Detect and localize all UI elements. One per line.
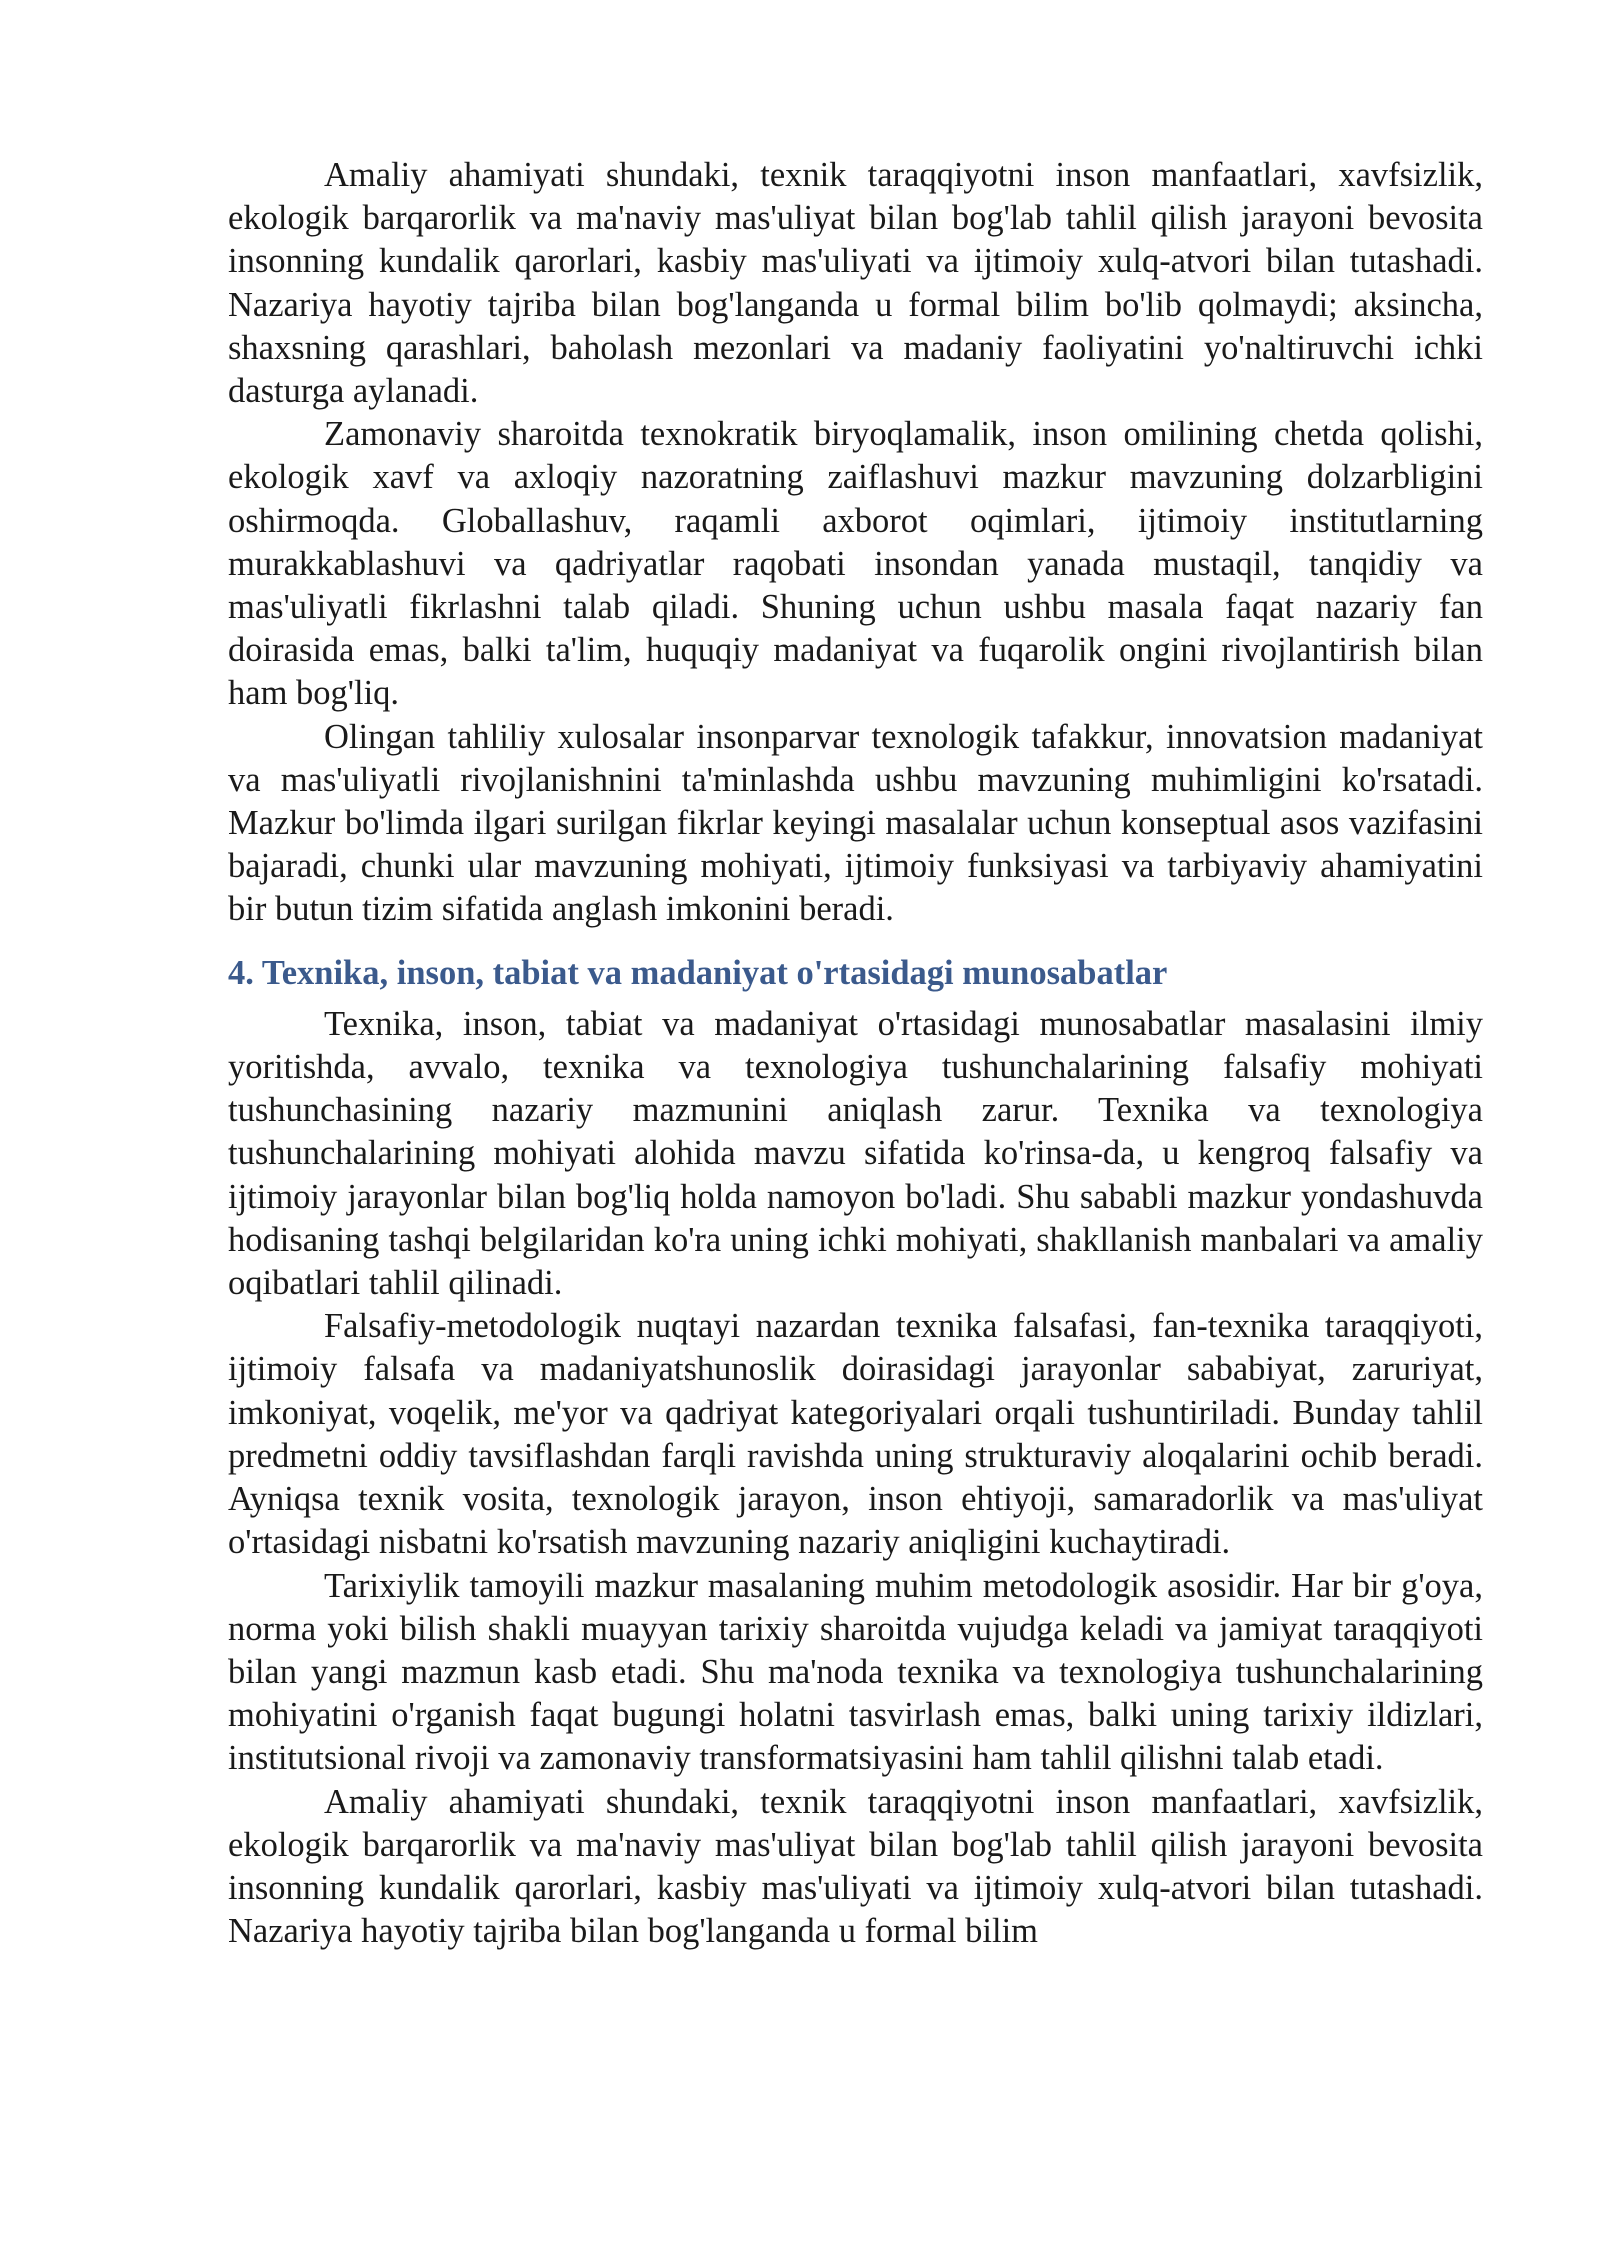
paragraph: Olingan tahliliy xulosalar insonparvar texnologik tafakkur, innovatsion madaniyat va mas'uliyatli rivojlanishnini ta'minlashda ushbu mavzuning muhimligini ko'rsatadi. Mazkur bo'limda ilgari surilgan fikrlar keyingi masalalar uchun konseptual asos vazifasini bajaradi, chunki ular mavzuning mohiyati, ijtimoiy funksiyasi va tarbiyaviy ahamiyatini bir butun tizim sifatida anglash imkonini beradi.: [228, 717, 1483, 929]
paragraph: Zamonaviy sharoitda texnokratik biryoqlamalik, inson omilining chetda qolishi, ekologik xavf va axloqiy nazoratning zaiflashuvi mazkur mavzuning dolzarbligini oshirmoqda. Globallashuv, raqamli axborot oqimlari, ijtimoiy institutlarning murakkablashuvi va qadriyatlar raqobati insondan yanada mustaqil, tanqidiy va mas'uliyatli fikrlashni talab qiladi. Shuning uchun ushbu masala faqat nazariy fan doirasida emas, balki ta'lim, huquqiy madaniyat va fuqarolik ongini rivojlantirish bilan ham bog'liq.: [228, 415, 1483, 713]
document-page: [228, 154, 1483, 1953]
paragraph: Tarixiylik tamoyili mazkur masalaning muhim metodologik asosidir. Har bir g'oya, norma yoki bilish shakli muayyan tarixiy sharoitda vujudga keladi va jamiyat taraqqiyoti bilan yangi mazmun kasb etadi. Shu ma'noda texnika va texnologiya tushunchalarining mohiyatini o'rganish faqat bugungi holatni tasvirlash emas, balki uning tarixiy ildizlari, institutsional rivoji va zamonaviy transformatsiyasini ham tahlil qilishni talab etadi.: [228, 1566, 1483, 1778]
section-heading: 4. Texnika, inson, tabiat va madaniyat o'rtasidagi munosabatlar: [228, 953, 1168, 992]
paragraph: Amaliy ahamiyati shundaki, texnik taraqqiyotni inson manfaatlari, xavfsizlik, ekologik barqarorlik va ma'naviy mas'uliyat bilan bog'lab tahlil qilish jarayoni bevosita insonning kundalik qarorlari, kasbiy mas'uliyati va ijtimoiy xulq-atvori bilan tutashadi. Nazariya hayotiy tajriba bilan bog'langanda u formal bilim bo'lib qolmaydi; aksincha, shaxsning qarashlari, baholash mezonlari va madaniy faoliyatini yo'naltiruvchi ichki dasturga aylanadi.: [228, 156, 1483, 411]
paragraph: Falsafiy-metodologik nuqtayi nazardan texnika falsafasi, fan-texnika taraqqiyoti, ijtimoiy falsafa va madaniyatshunoslik doirasidagi jarayonlar sababiyat, zaruriyat, imkoniyat, voqelik, me'yor va qadriyat kategoriyalari orqali tushuntiriladi. Bunday tahlil predmetni oddiy tavsiflashdan farqli ravishda uning strukturaviy aloqalarini ochib beradi. Ayniqsa texnik vosita, texnologik jarayon, inson ehtiyoji, samaradorlik va mas'uliyat o'rtasidagi nisbatni ko'rsatish mavzuning nazariy aniqligini kuchaytiradi.: [228, 1307, 1483, 1562]
paragraph: Amaliy ahamiyati shundaki, texnik taraqqiyotni inson manfaatlari, xavfsizlik, ekologik barqarorlik va ma'naviy mas'uliyat bilan bog'lab tahlil qilish jarayoni bevosita insonning kundalik qarorlari, kasbiy mas'uliyati va ijtimoiy xulq-atvori bilan tutashadi. Nazariya hayotiy tajriba bilan bog'langanda u formal bilim: [228, 1782, 1483, 1951]
paragraph: Texnika, inson, tabiat va madaniyat o'rtasidagi munosabatlar masalasini ilmiy yoritishda, avvalo, texnika va texnologiya tushunchalarining falsafiy mohiyati tushunchasining nazariy mazmunini aniqlash zarur. Texnika va texnologiya tushunchalarining mohiyati alohida mavzu sifatida ko'rinsa-da, u kengroq falsafiy va ijtimoiy jarayonlar bilan bog'liq holda namoyon bo'ladi. Shu sababli mazkur yondashuvda hodisaning tashqi belgilaridan ko'ra uning ichki mohiyati, shakllanish manbalari va amaliy oqibatlari tahlil qilinadi.: [228, 1004, 1483, 1303]
